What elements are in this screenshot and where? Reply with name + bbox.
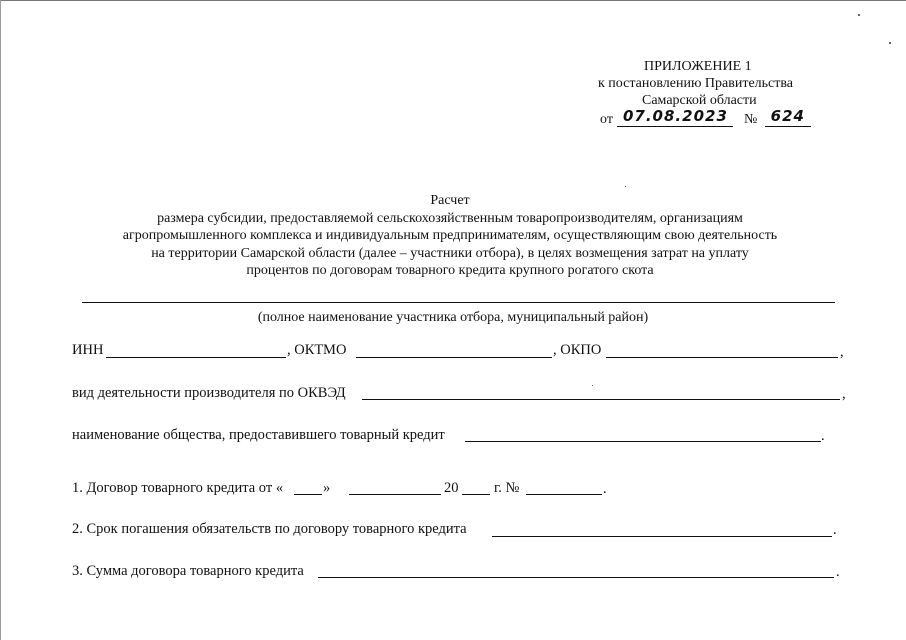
heading-line-4: процентов по договорам товарного кредита крупного рогатого скота <box>246 263 654 278</box>
item1-day-field[interactable] <box>294 494 322 495</box>
participant-name-caption: (полное наименование участника отбора, муниципальный район) <box>257 310 649 325</box>
scan-edge-top <box>0 0 906 1</box>
heading-title: Расчет <box>430 193 470 208</box>
date-prefix: от <box>600 112 613 127</box>
item1-close-quote: » <box>323 480 331 496</box>
heading-line-1: размера субсидии, предоставляемой сельскохозяйственным товаропроизводителям, организациям <box>157 210 743 226</box>
number-handwritten: 624 <box>770 107 805 125</box>
scan-speck <box>889 42 891 44</box>
appendix-date-row <box>600 107 811 129</box>
item2-label: 2. Срок погашения обязательств по договору товарного кредита <box>72 521 467 537</box>
item3-field[interactable] <box>318 577 834 578</box>
item1-year-prefix: 20 <box>444 480 459 496</box>
okved-label: вид деятельности производителя по ОКВЭД <box>72 385 346 401</box>
item1-number-field[interactable] <box>526 494 602 495</box>
item1-number-label: г. № <box>494 480 520 496</box>
item2-field[interactable] <box>492 536 832 537</box>
okved-comma: , <box>842 386 846 402</box>
number-field <box>765 108 811 127</box>
heading-line-3: на территории Самарской области (далее – участники отбора), в целях возмещения затрат на уплату <box>151 245 749 261</box>
okpo-comma: , <box>840 344 844 360</box>
appendix-resolution-line: к постановлению Правительства <box>598 76 794 91</box>
number-prefix: № <box>743 112 758 127</box>
scan-speck <box>625 186 626 187</box>
item2-period: . <box>833 522 837 538</box>
okved-field[interactable] <box>362 399 840 400</box>
oktmo-label: , ОКТМО <box>287 342 347 358</box>
appendix-region-line: Самарской области <box>642 93 757 108</box>
participant-name-field[interactable] <box>82 302 835 303</box>
scan-speck <box>592 385 593 386</box>
okpo-field[interactable] <box>606 357 838 358</box>
item1-period: . <box>603 481 607 497</box>
company-label: наименование общества, предоставившего товарный кредит <box>72 427 445 443</box>
appendix-title: ПРИЛОЖЕНИЕ 1 <box>644 59 752 74</box>
item1-year-field[interactable] <box>462 494 490 495</box>
item3-period: . <box>836 564 840 580</box>
item1-month-field[interactable] <box>349 494 441 495</box>
inn-field[interactable] <box>106 357 286 358</box>
okpo-label: , ОКПО <box>553 342 602 358</box>
heading-line-2: агропромышленного комплекса и индивидуальным предпринимателям, осуществляющим свою деятельность <box>122 228 778 243</box>
date-field <box>617 108 733 127</box>
inn-label: ИНН <box>72 342 104 358</box>
scan-speck <box>858 14 860 16</box>
item1-prefix: 1. Договор товарного кредита от « <box>72 480 284 496</box>
company-field[interactable] <box>465 441 821 442</box>
company-period: . <box>821 428 825 444</box>
item3-label: 3. Сумма договора товарного кредита <box>72 563 304 579</box>
oktmo-field[interactable] <box>356 357 552 358</box>
calculation-heading <box>80 192 820 280</box>
date-handwritten: 07.08.2023 <box>622 107 728 125</box>
